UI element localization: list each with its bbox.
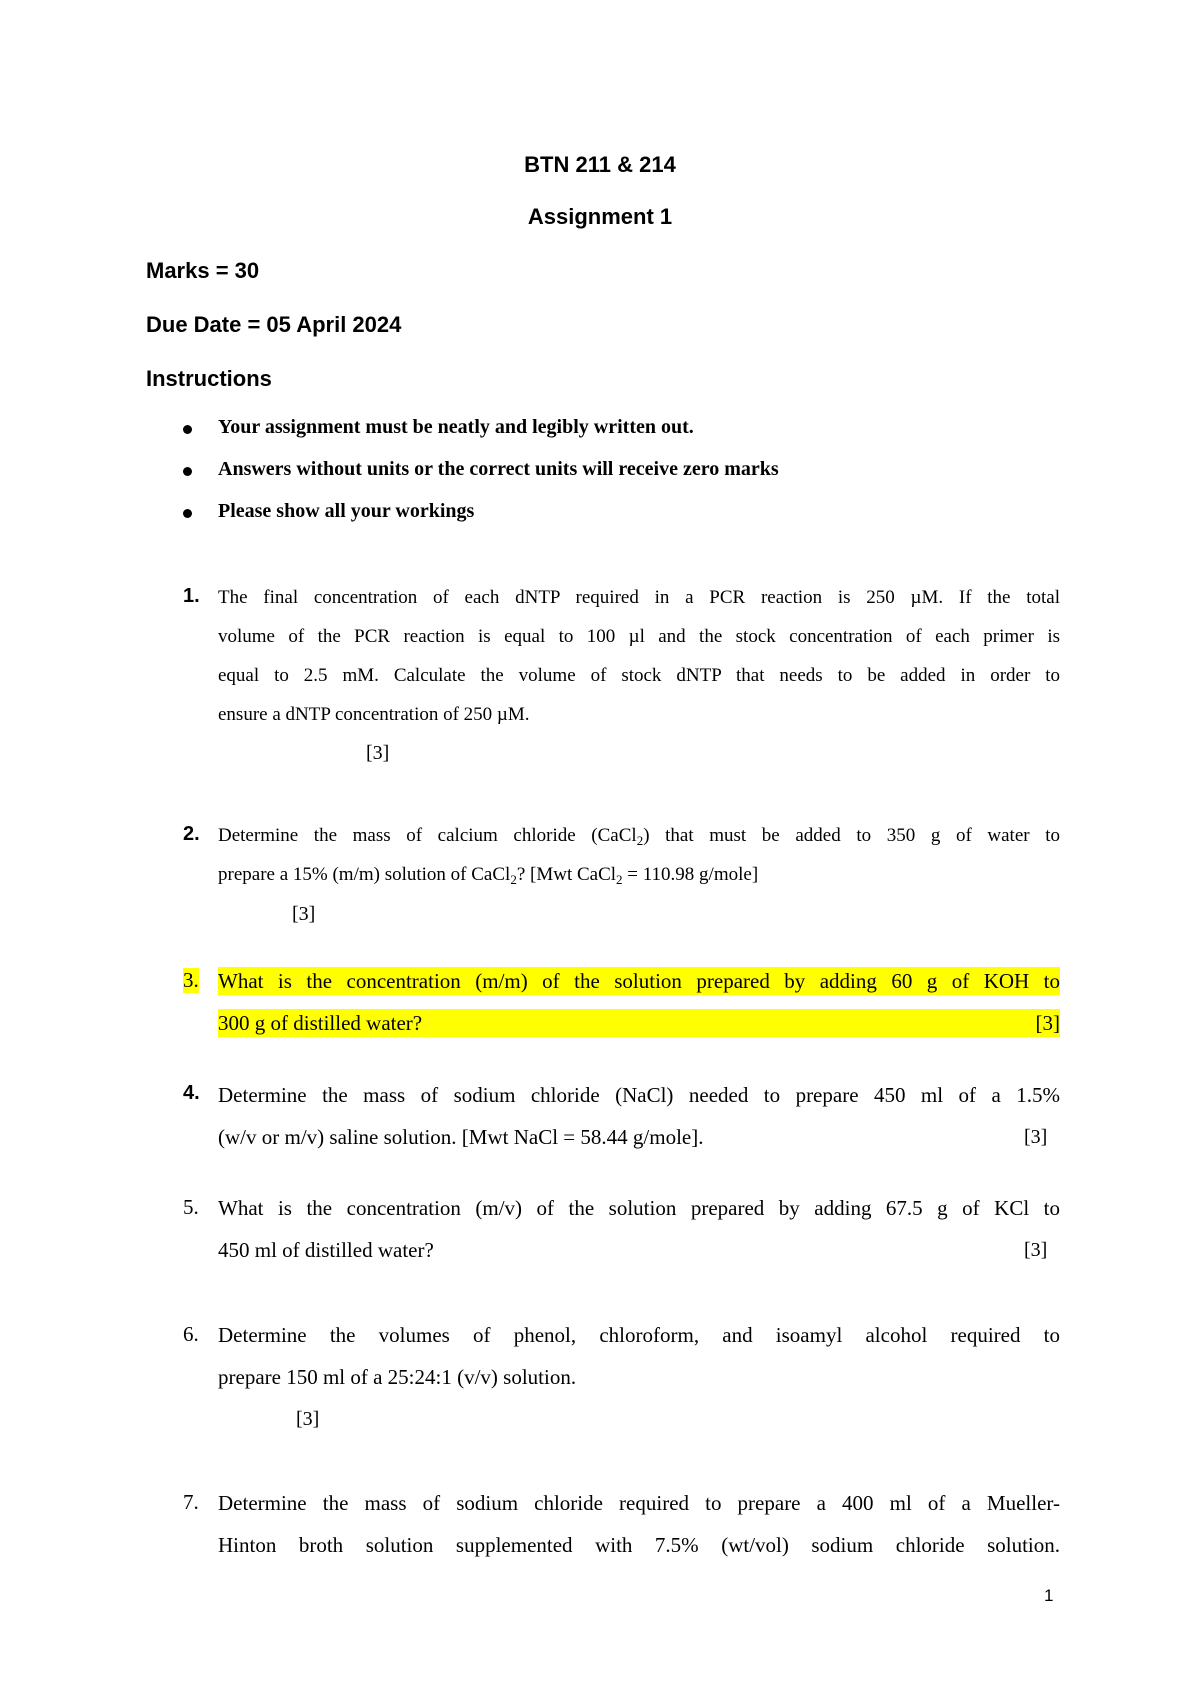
question-6-line: prepare 150 ml of a 25:24:1 (v/v) solution. (218, 1365, 577, 1389)
question-number: 6. (183, 1322, 199, 1346)
instruction-item: Your assignment must be neatly and legibly written out. (218, 416, 694, 438)
subscript: 2 (616, 872, 623, 887)
question-3-line (218, 1009, 1060, 1037)
question-2-marks: [3] (292, 903, 316, 925)
subscript: 2 (636, 833, 644, 848)
due-date: Due Date = 05 April 2024 (146, 312, 402, 337)
question-5-line: 450 ml of distilled water? (218, 1238, 434, 1262)
question-number: 3. (183, 968, 199, 992)
question-number: 1. (183, 585, 200, 607)
question-2-text: prepare a 15% (m/m) solution of CaCl (218, 864, 511, 885)
question-2-text: = 110.98 g/mole] (622, 864, 759, 885)
bullet-dot (183, 509, 192, 518)
question-2-text: Determine the mass of calcium chloride (CaCl (218, 825, 637, 846)
question-4-line: Determine the mass of sodium chloride (NaCl) needed to prepare 450 ml of a 1.5% (218, 1083, 1060, 1107)
marks-total: Marks = 30 (146, 258, 260, 283)
question-number: 7. (183, 1490, 199, 1514)
question-5-marks: [3] (1024, 1239, 1048, 1261)
course-title: BTN 211 & 214 (524, 152, 676, 177)
question-1-line: The final concentration of each dNTP required in a PCR reaction is 250 µM. If the total (218, 587, 1060, 608)
instruction-item: Answers without units or the correct units will receive zero marks (218, 458, 779, 480)
question-2-text: ) that must be added to 350 g of water to (643, 825, 1060, 846)
question-number: 4. (183, 1082, 200, 1104)
question-6-marks: [3] (296, 1408, 320, 1430)
question-2-line (218, 824, 1060, 848)
question-number: 2. (183, 823, 200, 845)
question-6-line: Determine the volumes of phenol, chloroform, and isoamyl alcohol required to (218, 1323, 1060, 1347)
question-2-text: ? [Mwt CaCl (516, 864, 617, 885)
page-number: 1 (1044, 1586, 1054, 1605)
question-3-line: What is the concentration (m/m) of the solution prepared by adding 60 g of KOH to (218, 969, 1060, 993)
question-5-line: What is the concentration (m/v) of the solution prepared by adding 67.5 g of KCl to (218, 1196, 1060, 1220)
question-3-text: 300 g of distilled water? (218, 1011, 423, 1035)
question-3-marks: [3] (1035, 1011, 1060, 1035)
question-1-line: ensure a dNTP concentration of 250 µM. (218, 704, 530, 725)
assignment-title: Assignment 1 (527, 204, 673, 229)
question-1-line: equal to 2.5 mM. Calculate the volume of stock dNTP that needs to be added in order to (218, 665, 1060, 686)
question-7-line: Hinton broth solution supplemented with 7.5% (wt/vol) sodium chloride solution. (218, 1533, 1060, 1557)
bullet-dot (183, 425, 192, 434)
question-2-line (218, 863, 1060, 887)
instruction-item: Please show all your workings (218, 500, 475, 522)
question-4-marks: [3] (1024, 1126, 1048, 1148)
bullet-dot (183, 467, 192, 476)
question-number: 5. (183, 1195, 199, 1219)
question-1-line: volume of the PCR reaction is equal to 100 µl and the stock concentration of each primer is (218, 626, 1060, 647)
instructions-heading: Instructions (146, 366, 272, 391)
subscript: 2 (510, 872, 517, 887)
question-1-marks: [3] (366, 742, 390, 764)
question-4-line: (w/v or m/v) saline solution. [Mwt NaCl = 58.44 g/mole]. (218, 1125, 704, 1149)
question-7-line: Determine the mass of sodium chloride required to prepare a 400 ml of a Mueller- (218, 1491, 1060, 1515)
